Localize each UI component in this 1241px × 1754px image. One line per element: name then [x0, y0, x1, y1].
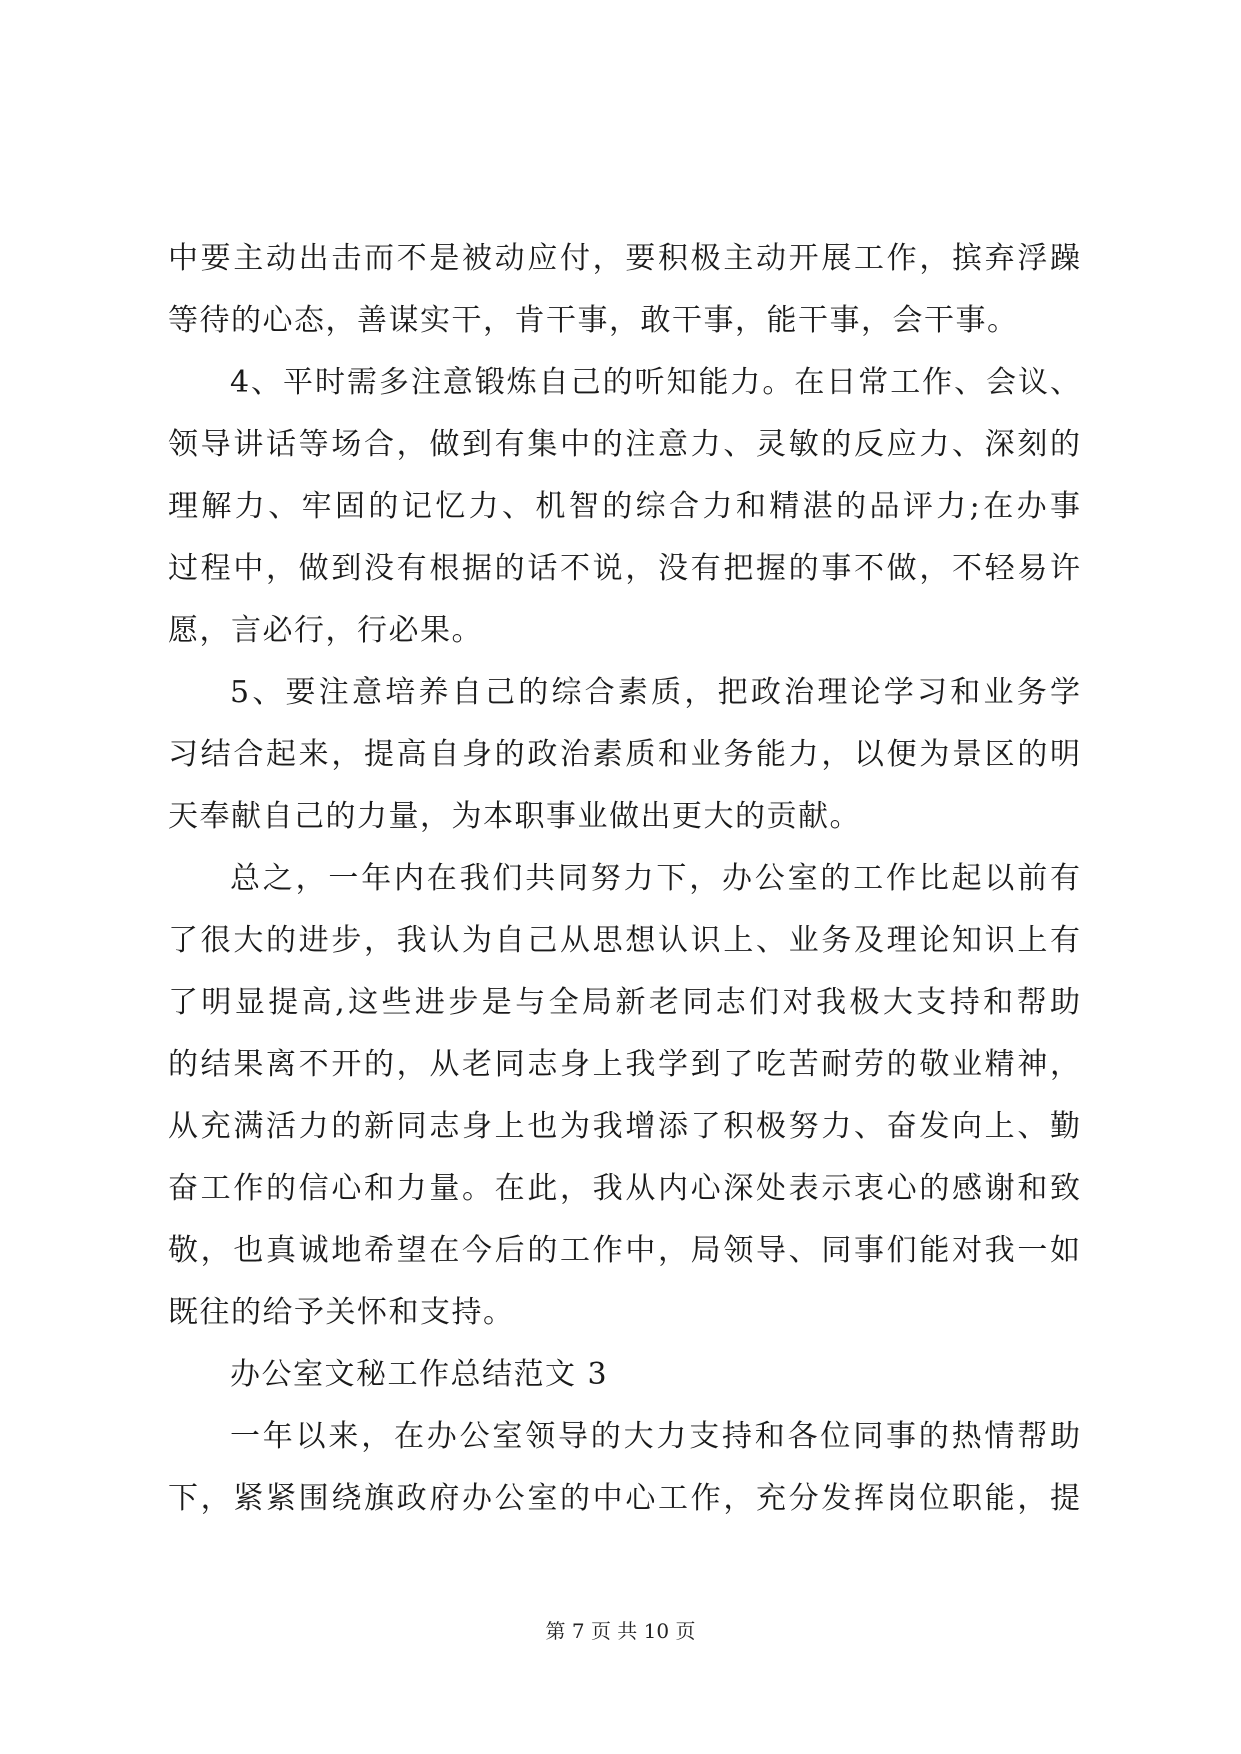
- text-line: 办公室文秘工作总结范文 3: [230, 1357, 609, 1392]
- text-line: 奋工作的信心和力量。在此，我从内心深处表示衷心的感谢和致: [168, 1171, 1080, 1206]
- text-line: 下，紧紧围绕旗政府办公室的中心工作，充分发挥岗位职能，提: [168, 1481, 1080, 1516]
- text-line: 4、平时需多注意锻炼自己的听知能力。在日常工作、会议、: [230, 365, 1080, 400]
- text-line: 敬，也真诚地希望在今后的工作中，局领导、同事们能对我一如: [168, 1233, 1080, 1268]
- text-line: 天奉献自己的力量，为本职事业做出更大的贡献。: [168, 799, 861, 834]
- page-footer: 第 7 页 共 10 页: [545, 1619, 696, 1643]
- text-line: 等待的心态，善谋实干，肯干事，敢干事，能干事，会干事。: [168, 303, 1019, 338]
- document-body: [168, 228, 1080, 1530]
- text-line: 过程中，做到没有根据的话不说，没有把握的事不做，不轻易许: [168, 551, 1080, 586]
- text-line: 习结合起来，提高自身的政治素质和业务能力，以便为景区的明: [168, 737, 1080, 772]
- text-line: 的结果离不开的，从老同志身上我学到了吃苦耐劳的敬业精神，: [168, 1047, 1080, 1082]
- text-line: 中要主动出击而不是被动应付，要积极主动开展工作，摈弃浮躁: [168, 241, 1080, 276]
- text-line: 一年以来，在办公室领导的大力支持和各位同事的热情帮助: [230, 1419, 1080, 1454]
- text-line: 5、要注意培养自己的综合素质，把政治理论学习和业务学: [230, 675, 1080, 710]
- text-line: 了明显提高,这些进步是与全局新老同志们对我极大支持和帮助: [168, 985, 1080, 1020]
- text-line: 领导讲话等场合，做到有集中的注意力、灵敏的反应力、深刻的: [168, 427, 1080, 462]
- text-line: 既往的给予关怀和支持。: [168, 1295, 515, 1330]
- text-line: 从充满活力的新同志身上也为我增添了积极努力、奋发向上、勤: [168, 1109, 1080, 1144]
- text-line: 了很大的进步，我认为自己从思想认识上、业务及理论知识上有: [168, 923, 1080, 958]
- text-line: 愿，言必行，行必果。: [168, 613, 483, 648]
- text-line: 理解力、牢固的记忆力、机智的综合力和精湛的品评力;在办事: [168, 489, 1080, 524]
- text-line: 总之，一年内在我们共同努力下，办公室的工作比起以前有: [230, 861, 1080, 896]
